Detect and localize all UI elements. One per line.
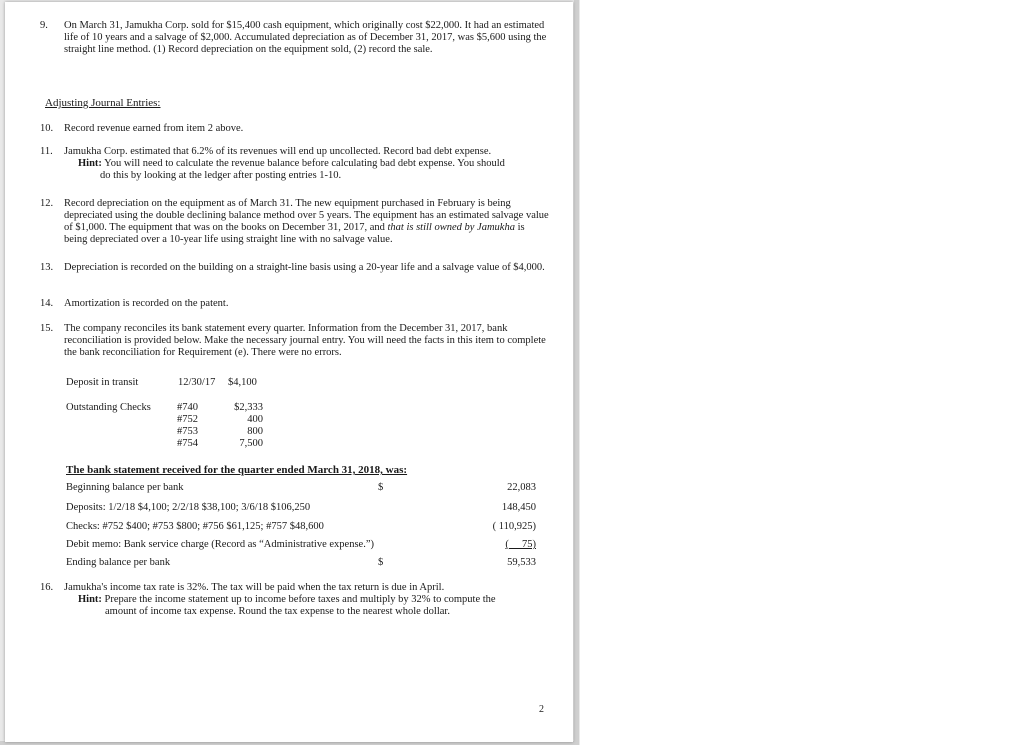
- item-number: 11.: [40, 146, 53, 157]
- page-number: 2: [539, 704, 544, 715]
- hint-label: Hint:: [78, 158, 102, 169]
- check-number: #753: [177, 426, 198, 437]
- hint: [64, 594, 496, 605]
- bank-row: [66, 502, 546, 518]
- bank-row-amount: 59,533: [507, 557, 536, 568]
- item-12-text: [64, 198, 550, 246]
- hint: [64, 158, 505, 169]
- deposit-label: Deposit in transit: [66, 377, 139, 388]
- item-16-body: Jamukha's income tax rate is 32%. The tax will be paid when the tax return is due in April.: [64, 582, 445, 593]
- check-amount: 7,500: [239, 438, 263, 449]
- check-numbers: [177, 402, 209, 450]
- item-number: 9.: [40, 20, 48, 31]
- bank-row-label: Deposits: 1/2/18 $4,100; 2/2/18 $38,100; 3/6/18 $106,250: [66, 502, 311, 513]
- item-number: 12.: [40, 198, 54, 209]
- bank-row-amount: 148,450: [501, 502, 536, 513]
- hint-label: Hint:: [78, 594, 102, 605]
- item-15-text: The company reconciles its bank statement every quarter. Information from the December 31, 2017, bank reconciliation is provided below. Make the necessary journal entry. You will need the facts in this item to complete the bank reconciliation for Requirement (e). There were no errors.: [64, 323, 546, 358]
- item-number: 10.: [40, 123, 54, 134]
- bank-row-dollar: $: [378, 482, 384, 493]
- check-number: #740: [177, 402, 198, 413]
- bank-row-label: Debit memo: Bank service charge (Record as “Administrative expense.”): [66, 539, 374, 550]
- hint-text: Prepare the income statement up to income before taxes and multiply by 32% to compute the: [101, 594, 496, 605]
- check-amount: 800: [247, 426, 263, 437]
- check-amount: $2,333: [234, 402, 263, 413]
- item-10-text: Record revenue earned from item 2 above.: [64, 123, 244, 134]
- hint-continued: amount of income tax expense. Round the tax expense to the nearest whole dollar.: [105, 606, 450, 617]
- hint-continued: do this by looking at the ledger after posting entries 1-10.: [100, 170, 342, 181]
- item-11-body: Jamukha Corp. estimated that 6.2% of its revenues will end up uncollected. Record bad debt expense.: [64, 146, 492, 157]
- check-amount: 400: [247, 414, 263, 425]
- document-page: [5, 2, 573, 742]
- bank-row-dollar: $: [378, 557, 384, 568]
- item-12-italic: that is still owned by Jamukha: [387, 222, 515, 233]
- section-heading: Adjusting Journal Entries:: [45, 97, 161, 109]
- bank-row-amount: ( 75): [505, 539, 536, 550]
- bank-row: [66, 521, 546, 537]
- bank-row-label: Checks: #752 $400; #753 $800; #756 $61,125; #757 $48,600: [66, 521, 324, 532]
- outstanding-checks-label: Outstanding Checks: [66, 402, 151, 413]
- bank-row-amount: ( 110,925): [492, 521, 536, 532]
- hint-text: You will need to calculate the revenue balance before calculating bad debt expense. You should: [101, 158, 505, 169]
- vertical-scrollbar[interactable]: [574, 0, 579, 745]
- item-14-text: Amortization is recorded on the patent.: [64, 298, 229, 309]
- check-number: #754: [177, 438, 198, 449]
- bank-row: [66, 482, 546, 498]
- bank-statement-title: The bank statement received for the quarter ended March 31, 2018, was:: [66, 464, 408, 476]
- bank-row: [66, 557, 546, 573]
- item-number: 13.: [40, 262, 54, 273]
- item-13-text: Depreciation is recorded on the building on a straight-line basis using a 20-year life and a salvage value of $4,000.: [64, 262, 545, 273]
- item-number: 14.: [40, 298, 54, 309]
- item-11-text: [64, 146, 550, 182]
- item-9-text: On March 31, Jamukha Corp. sold for $15,400 cash equipment, which originally cost $22,000. It had an estimated life of 10 years and a salvage of $2,000. Accumulated depreciation as of December 31, 2017, was $5,600 using the straight line method. (1) Record depreciation on the equipment sold, (2) record the sale.: [64, 20, 547, 55]
- bank-row: [66, 539, 546, 555]
- item-12-body-end: is being depreciated over a 10-year life using straight line with no salvage value.: [64, 222, 525, 245]
- bank-row-label: Ending balance per bank: [66, 557, 171, 568]
- item-number: 16.: [40, 582, 54, 593]
- item-number: 15.: [40, 323, 54, 334]
- deposit-date: 12/30/17: [178, 377, 216, 388]
- check-amounts: [217, 402, 263, 450]
- bank-row-amount: 22,083: [507, 482, 536, 493]
- item-16-text: [64, 582, 550, 618]
- check-number: #752: [177, 414, 198, 425]
- item-12-body: Record depreciation on the equipment as of March 31. The new equipment purchased in February is being depreciated using the double declining balance method over 5 years. The equipment has an estimated salvage value of $1,000. The equipment that was on the books on December 31, 2017, and: [64, 198, 549, 233]
- deposit-amount: $4,100: [228, 377, 257, 388]
- bank-row-label: Beginning balance per bank: [66, 482, 184, 493]
